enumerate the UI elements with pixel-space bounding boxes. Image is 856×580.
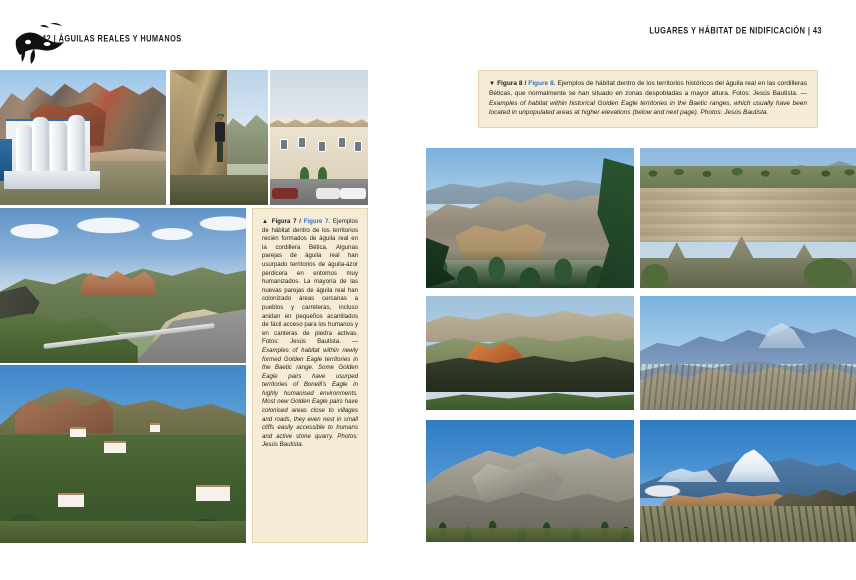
figure-8-label-es: Figura 8 / (497, 80, 527, 87)
foreground-grass (426, 528, 634, 542)
terrace-foreground (0, 521, 246, 543)
figure-8-text-es: Ejemplos de hábitat dentro de los territorios históricos del águila real en las cordilleras Béticas, que normalmente se han situado en zonas despobladas a mayor altura. Fotos: Jesús Bautista. (489, 80, 807, 98)
olive-row-texture (640, 506, 856, 542)
silo (68, 115, 85, 175)
parked-car (316, 188, 340, 199)
photo-hillside-with-scattered-houses (0, 365, 246, 543)
down-triangle-icon: ▼ (489, 81, 496, 87)
figure-7-caption (252, 208, 368, 543)
left-header-title: 42 | ÁGUILAS REALES Y HUMANOS (42, 33, 182, 44)
white-house (58, 493, 84, 507)
head (218, 115, 224, 121)
cliff-shading-layer (640, 188, 856, 242)
mist-patch (640, 480, 696, 502)
photo-mountain-road-with-guardrail (0, 208, 246, 363)
figure-8-caption-text (489, 79, 807, 117)
parked-car (272, 188, 298, 199)
window (338, 137, 346, 148)
silo (16, 125, 33, 175)
white-house (196, 485, 230, 501)
figure-8-text-en: Examples of habitat within historical Golden Eagle territories in the Baetic ranges, which usually have been located in unpopulated areas at higher elevations (below and next page). Photos: Jesús Bautista. (489, 99, 807, 116)
window (354, 141, 362, 152)
figure-7-text-es: Ejemplos de hábitat dentro de los territorios recién formados de águila real en la cordillera Bética. Algunas parejas de águila real han usurpado territorios de águila-azor perdicera en entornos muy humanizados. La mayoría de las nuevas parejas de águila real han colonizado áreas cercanas a pueblos y carreteras, incluso anidan en pequeños acantilados de fácil acceso para los humanos y en canteras de piedra activas. Fotos: Jesús Bautista. (262, 218, 358, 346)
figure-7-label-en: Figure 7. (303, 218, 331, 225)
photo-quarry-with-cement-silos (0, 70, 166, 205)
white-house (150, 423, 160, 432)
roofline (270, 117, 368, 127)
window (318, 141, 326, 152)
left-page-header (0, 8, 420, 60)
parked-car (340, 188, 366, 199)
right-header-title: LUGARES Y HÁBITAT DE NIDIFICACIÓN | 43 (649, 25, 822, 36)
photo-grey-rocky-peak (426, 420, 634, 542)
scrub-bushes-layer (640, 164, 856, 180)
figure-7-dash: — (351, 338, 359, 346)
photo-pine-covered-rocky-slope (426, 148, 634, 288)
white-house (70, 427, 86, 437)
figure-7-text-en: Examples of habitat within newly formed Golden Eagle territories in the Baetic range. Some Golden Eagle pairs have usurped territories of Bonelli's Eagle in highly humanised environments. Most new Golden Eagle pairs have colonised areas close to villages and roads, they even nest in small cliffs easily accessible to humans and active stone quarry. Photos: Jesús Bautista. (262, 346, 358, 449)
white-house (104, 441, 126, 453)
figure-8-dash: — (800, 90, 807, 98)
photo-eroded-badlands-cliffs (640, 148, 856, 288)
photo-snow-capped-peak-over-olive-groves (640, 420, 856, 542)
legs (217, 141, 223, 162)
figure-8-label-en: Figure 8. (528, 80, 556, 87)
silo (50, 121, 67, 175)
flying-eagle-silhouette-icon (14, 22, 68, 66)
fieldworker-figure (215, 114, 225, 162)
up-triangle-icon: ▲ (262, 219, 269, 225)
photo-person-at-low-cliff-nest (170, 70, 268, 205)
clouds-layer (0, 212, 246, 260)
photo-orange-cliff-in-valley (426, 296, 634, 410)
figure-8-caption (478, 70, 818, 128)
silo (32, 117, 49, 175)
plant-base (4, 171, 100, 189)
photo-village-street-below-cliffs (270, 70, 368, 205)
foreground-bush (804, 258, 852, 288)
window (298, 137, 306, 148)
torso (215, 122, 225, 142)
figure-7-label-es: Figura 7 / (271, 218, 301, 225)
ground-layer (170, 175, 268, 205)
erosion-flutes-texture (640, 364, 856, 410)
window (280, 139, 288, 150)
figure-7-caption-text (262, 218, 358, 450)
foreground-bush (642, 264, 668, 288)
photo-blue-layered-mountain-ranges (640, 296, 856, 410)
